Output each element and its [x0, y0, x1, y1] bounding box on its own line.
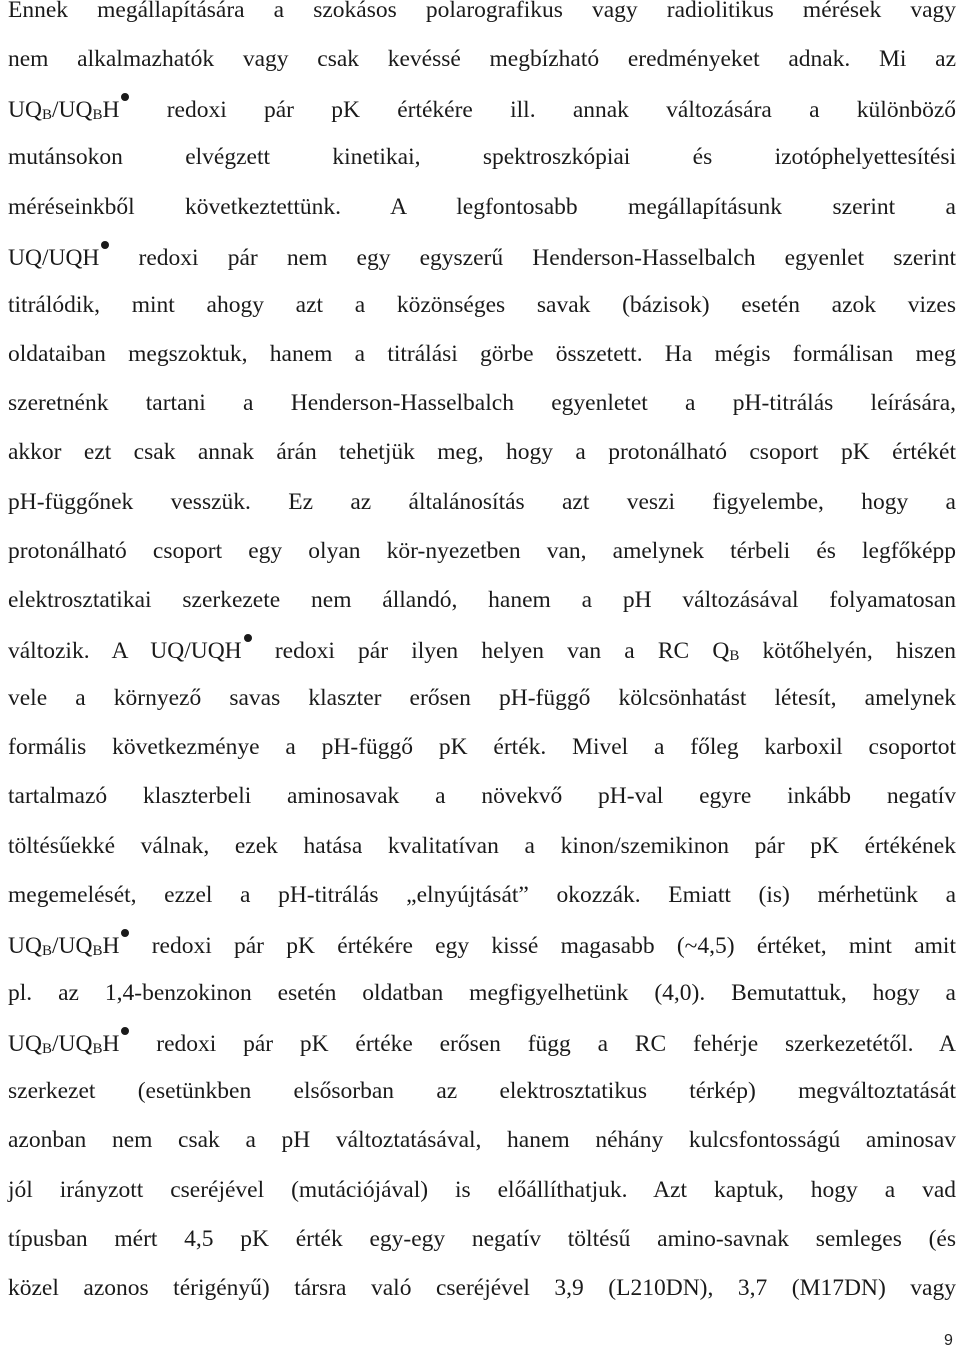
text-run: pl. az 1,4-benzokinon esetén oldatban megfigyelhetünk (4,0). Bemutattuk, hogy a: [8, 980, 956, 1006]
text-run: /UQ: [51, 1031, 93, 1058]
text-line: [8, 290, 956, 320]
text-run: UQ: [8, 1031, 42, 1058]
text-run: töltésűekké válnak, ezek hatása kvalitatívan a kinon/szemikinon pár pK értékének: [8, 832, 956, 859]
text-line: [8, 634, 956, 666]
subscript: B: [92, 107, 103, 124]
text-run: redoxi pár pK értékére egy kissé magasabb (~4,5) értéket, mint amit: [129, 932, 956, 959]
text-run: /UQ: [51, 932, 93, 959]
text-line: [8, 1175, 956, 1205]
text-run: H: [102, 1031, 120, 1058]
radical-dot-icon: [244, 634, 252, 642]
text-line: [8, 683, 956, 713]
text-line: [8, 880, 956, 910]
subscript: B: [92, 942, 103, 959]
text-run: UQ/UQH: [8, 244, 100, 271]
text-run: vele a környező savas klaszter erősen pH-függő kölcsönhatást létesít, amelynek: [8, 685, 956, 712]
text-line: [8, 0, 956, 25]
subscript: B: [41, 107, 52, 124]
text-line: [8, 1125, 956, 1155]
text-run: protonálható csoport egy olyan kör-nyezetben van, amelynek térbeli és legfőképp: [8, 537, 956, 564]
text-line: [8, 93, 956, 125]
text-run: UQ: [8, 97, 42, 124]
text-line: [8, 831, 956, 861]
text-line: [8, 1273, 956, 1303]
text-run: H: [102, 97, 120, 124]
text-run: szerkezet (esetünkben elsősorban az elektrosztatikus térkép) megváltoztatását: [8, 1078, 956, 1105]
text-run: típusban mért 4,5 pK érték egy-egy negatív töltésű amino-savnak semleges (és: [8, 1225, 956, 1252]
text-run: akkor ezt csak annak árán tehetjük meg, hogy a protonálható csoport pK értékét: [8, 439, 956, 466]
text-run: mutánsokon elvégzett kinetikai, spektroszkópiai és izotóphelyettesítési: [8, 144, 956, 171]
text-run: szeretnénk tartani a Henderson-Hasselbalch egyenletet a pH-titrálás leírására,: [8, 390, 956, 417]
text-run: redoxi pár nem egy egyszerű Henderson-Hasselbalch egyenlet szerint: [109, 244, 956, 271]
text-line: [8, 192, 956, 222]
subscript: B: [41, 942, 52, 959]
subscript: B: [41, 1041, 52, 1058]
subscript: B: [92, 1041, 103, 1058]
text-run: Ennek megállapítására a szokásos polarografikus vagy radiolitikus mérések vagy: [8, 0, 956, 23]
text-line: [8, 142, 956, 172]
text-line: [8, 1224, 956, 1254]
text-line: [8, 437, 956, 467]
text-line: [8, 978, 956, 1008]
text-line: [8, 1076, 956, 1106]
text-run: formális következménye a pH-függő pK érték. Mivel a főleg karboxil csoportot: [8, 734, 956, 761]
text-run: megemelését, ezzel a pH-titrálás „elnyújtását” okozzák. Emiatt (is) mérhetünk a: [8, 881, 956, 908]
text-line: [8, 241, 956, 273]
text-run: azonban nem csak a pH változtatásával, hanem néhány kulcsfontosságú aminosav: [8, 1127, 956, 1154]
text-run: redoxi pár pK értékére ill. annak változására a különböző: [129, 97, 956, 124]
text-run: kötőhelyén, hiszen: [739, 637, 956, 664]
text-run: /UQ: [51, 97, 93, 124]
text-line: [8, 781, 956, 811]
text-run: méréseinkből következtettünk. A legfontosabb megállapításunk szerint a: [8, 193, 956, 220]
text-run: tartalmazó klaszterbeli aminosavak a növekvő pH-val egyre inkább negatív: [8, 783, 956, 810]
text-run: redoxi pár ilyen helyen van a RC Q: [251, 637, 730, 664]
text-line: [8, 929, 956, 961]
text-run: közel azonos térigényű) társra való cseréjével 3,9 (L210DN), 3,7 (M17DN) vagy: [8, 1274, 956, 1301]
text-line: [8, 339, 956, 369]
text-line: [8, 585, 956, 615]
text-line: [8, 536, 956, 566]
text-run: UQ: [8, 932, 42, 959]
text-run: nem alkalmazhatók vagy csak kevéssé megbízható eredményeket adnak. Mi az: [8, 46, 956, 73]
page-number: 9: [944, 1332, 953, 1349]
text-run: változik. A UQ/UQH: [8, 637, 242, 664]
text-run: oldataiban megszoktuk, hanem a titrálási görbe összetett. Ha mégis formálisan meg: [8, 341, 956, 368]
text-run: jól irányzott cseréjével (mutációjával) is előállíthatjuk. Azt kaptuk, hogy a vad: [8, 1176, 956, 1203]
text-line: [8, 487, 956, 517]
text-line: [8, 1027, 956, 1059]
text-run: H: [102, 932, 120, 959]
text-run: redoxi pár pK értéke erősen függ a RC fehérje szerkezetétől. A: [129, 1031, 956, 1058]
text-line: [8, 44, 956, 74]
text-run: elektrosztatikai szerkezete nem állandó, hanem a pH változásával folyamatosan: [8, 586, 956, 613]
subscript: B: [729, 647, 740, 664]
text-line: [8, 732, 956, 762]
text-run: pH-függőnek vesszük. Ez az általánosítás azt veszi figyelembe, hogy a: [8, 488, 956, 515]
text-run: titrálódik, mint ahogy azt a közönséges savak (bázisok) esetén azok vizes: [8, 291, 956, 318]
text-line: [8, 388, 956, 418]
